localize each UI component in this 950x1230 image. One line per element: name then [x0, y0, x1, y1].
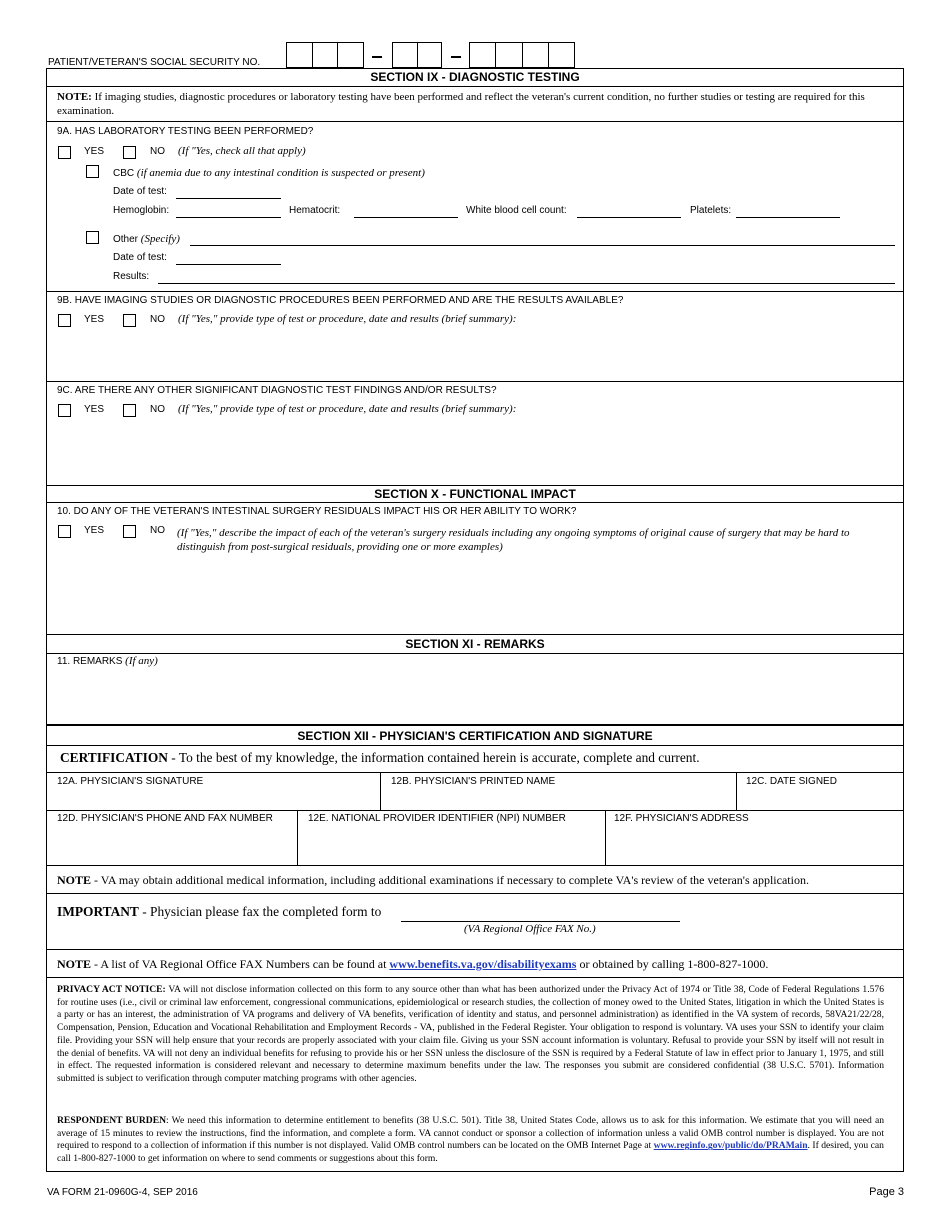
q10-response-area[interactable]	[177, 560, 892, 630]
note-fax-list	[57, 957, 768, 972]
q9b-no-checkbox[interactable]	[123, 314, 136, 327]
q11-label	[57, 655, 158, 667]
cbc-hint: (if anemia due to any intestinal condition is suspected or present)	[136, 167, 425, 179]
q10-label: 10. DO ANY OF THE VETERAN'S INTESTINAL SURGERY RESIDUALS IMPACT HIS OR HER ABILITY TO WORK?	[57, 506, 577, 517]
ssn-label: PATIENT/VETERAN'S SOCIAL SECURITY NO.	[48, 57, 261, 68]
note2-text: - A list of VA Regional Office FAX Numbers can be found at	[91, 957, 390, 971]
physician-name-field[interactable]	[382, 790, 734, 808]
q10-yes-checkbox[interactable]	[58, 525, 71, 538]
reginfo-link[interactable]: www.reginfo.gov/public/do/PRAMain	[653, 1140, 808, 1152]
q9b-label: 9B. HAVE IMAGING STUDIES OR DIAGNOSTIC PROCEDURES BEEN PERFORMED AND ARE THE RESULTS AVAILABLE?	[57, 295, 624, 306]
important-label: IMPORTANT	[57, 904, 139, 919]
physician-signature-field[interactable]	[48, 790, 378, 808]
q9b-no-label: NO	[150, 314, 165, 325]
ssn-dash	[451, 56, 461, 58]
q10-yes-label: YES	[84, 525, 105, 536]
section-9-note	[57, 90, 892, 118]
q9c-response-area[interactable]	[177, 420, 892, 482]
q11-hint: (If any)	[125, 655, 158, 667]
hematocrit-field[interactable]	[354, 217, 458, 218]
important-text: - Physician please fax the completed form to	[138, 904, 382, 919]
q9a-no-checkbox[interactable]	[123, 146, 136, 159]
privacy-bold: PRIVACY ACT NOTICE:	[57, 984, 166, 995]
note-text: If imaging studies, diagnostic procedures or laboratory testing have been performed and reflect the veteran's current condition, no further studies or testing are required for this examination.	[57, 91, 865, 117]
hemoglobin-label: Hemoglobin:	[113, 205, 170, 216]
certification-label: CERTIFICATION	[60, 750, 168, 765]
phone-fax-field[interactable]	[48, 828, 295, 863]
remarks-area[interactable]	[57, 670, 892, 722]
ssn-dash	[372, 56, 382, 58]
physician-address-field[interactable]	[607, 828, 901, 863]
section-11-title: SECTION XI - REMARKS	[405, 637, 545, 651]
privacy-text: VA will not disclose information collected on this form to any source other than what has been authorized under the Privacy Act of 1974 or Title 38, Code of Federal Regulations 1.576 for routine uses (i.e., civil or criminal law enforcement, congressional communications, epidemiological or research studies, the collection of money owed to the United States, litigation in which the United States is a party or has an interest, the administration of VA programs and delivery of VA benefits, verification of identity and status, and personnel administration) as identified in the VA system of records, 58VA21/22/28, Compensation, Pension, Education and Vocational Rehabilitation and Employment Records - VA, published in the Federal Register. Your obligation to respond is voluntary. VA uses your SSN to identify your claim file. Providing your SSN will help ensure that your records are properly associated with your claim file. Giving us your SSN account information is voluntary. Refusal to provide your SSN by itself will not result in the denial of benefits. VA will not deny an individual benefits for refusing to provide his or her SSN unless the disclosure of the SSN is required by a Federal Statute of law in effect prior to January 1, 1975, and still in effect. The requested information is considered relevant and necessary to determine maximum benefits under the law. The responses you submit are considered confidential (38 U.S.C. 5701). Information submitted is subject to verification through computer matching programs with other agencies.	[57, 984, 884, 1084]
q9b-yes-checkbox[interactable]	[58, 314, 71, 327]
other-test-checkbox[interactable]	[86, 231, 99, 244]
field-12c-label: 12C. DATE SIGNED	[746, 776, 837, 787]
q10-no-label: NO	[150, 525, 165, 536]
note2-tail: or obtained by calling 1-800-827-1000.	[576, 957, 769, 971]
ssn-field-group[interactable]	[392, 42, 442, 68]
field-12a-label: 12A. PHYSICIAN'S SIGNATURE	[57, 776, 204, 787]
cbc-label	[113, 167, 425, 179]
field-12e-label: 12E. NATIONAL PROVIDER IDENTIFIER (NPI) NUMBER	[308, 813, 566, 824]
burden-tail: . If desired, you can call 1-800-827-1000 to get information on where to send comments or suggestions about this form.	[57, 1140, 884, 1165]
respondent-burden	[57, 1115, 884, 1166]
q10-hint: (If "Yes," describe the impact of each of the veteran's surgery residuals including any ongoing symptoms of original cause of surgery that may be hard to distinguish from post-surgical residuals, providing one or more examples)	[177, 527, 850, 553]
page-number: Page 3	[869, 1186, 904, 1198]
fax-caption: (VA Regional Office FAX No.)	[464, 923, 596, 935]
q9a-label: 9A. HAS LABORATORY TESTING BEEN PERFORMED?	[57, 126, 314, 137]
other-date-field[interactable]	[176, 264, 281, 265]
important-fax-instruction	[57, 904, 381, 920]
q9c-no-checkbox[interactable]	[123, 404, 136, 417]
certification-text: - To the best of my knowledge, the information contained herein is accurate, complete and current.	[167, 750, 700, 765]
ssn-field-serial[interactable]	[469, 42, 575, 68]
cbc-text: CBC	[113, 168, 135, 179]
note-label: NOTE:	[57, 91, 92, 103]
q9a-yes-label: YES	[84, 146, 105, 157]
cbc-date-field[interactable]	[176, 198, 281, 199]
q9a-yes-checkbox[interactable]	[58, 146, 71, 159]
other-specify-field[interactable]	[190, 245, 895, 246]
note2-bold: NOTE	[57, 957, 92, 971]
q11-text: 11. REMARKS	[57, 656, 123, 667]
q9a-hint: (If "Yes, check all that apply)	[178, 145, 306, 157]
privacy-act-notice	[57, 984, 884, 1086]
hemoglobin-field[interactable]	[176, 217, 281, 218]
wbc-label: White blood cell count:	[466, 205, 567, 216]
q9b-hint: (If "Yes," provide type of test or procedure, date and results (brief summary):	[178, 313, 517, 325]
hematocrit-label: Hematocrit:	[289, 205, 341, 216]
cbc-date-label: Date of test:	[113, 186, 167, 197]
q9c-yes-checkbox[interactable]	[58, 404, 71, 417]
results-field[interactable]	[158, 283, 895, 284]
q9b-response-area[interactable]	[177, 330, 892, 378]
q9a-no-label: NO	[150, 146, 165, 157]
q10-no-checkbox[interactable]	[123, 525, 136, 538]
field-12b-label: 12B. PHYSICIAN'S PRINTED NAME	[391, 776, 556, 787]
certification-statement	[60, 750, 700, 766]
ssn-field-area[interactable]	[286, 42, 364, 68]
section-9-title: SECTION IX - DIAGNOSTIC TESTING	[370, 70, 580, 84]
results-label: Results:	[113, 271, 150, 282]
other-text: Other	[113, 234, 139, 245]
burden-text: : We need this information to determine entitlement to benefits (38 U.S.C. 501). Title 38, United States Code, allows us to ask for this information. We estimate that you will need an average of 15 minutes to review the instructions, find the information, and complete a form. VA cannot conduct or sponsor a collection of information unless a valid OMB control number is displayed. You are not required to respond to a collection of information if this number is not displayed. Valid OMB control numbers can be located on the OMB Internet Page at	[57, 1115, 884, 1152]
platelets-field[interactable]	[736, 217, 840, 218]
form-id: VA FORM 21-0960G-4, SEP 2016	[47, 1187, 198, 1198]
q9b-yes-label: YES	[84, 314, 105, 325]
npi-number-field[interactable]	[299, 828, 603, 863]
field-12f-label: 12F. PHYSICIAN'S ADDRESS	[614, 813, 749, 824]
q9c-yes-label: YES	[84, 404, 105, 415]
section-12-title: SECTION XII - PHYSICIAN'S CERTIFICATION AND SIGNATURE	[297, 729, 653, 743]
wbc-field[interactable]	[577, 217, 681, 218]
q9c-no-label: NO	[150, 404, 165, 415]
burden-bold: RESPONDENT BURDEN	[57, 1115, 167, 1126]
benefits-link[interactable]: www.benefits.va.gov/disabilityexams	[389, 957, 577, 971]
other-specify: (Specify)	[140, 233, 180, 245]
q9c-hint: (If "Yes," provide type of test or procedure, date and results (brief summary):	[178, 403, 517, 415]
note-va-may-obtain	[57, 873, 809, 888]
cbc-checkbox[interactable]	[86, 165, 99, 178]
date-signed-field[interactable]	[738, 790, 901, 808]
note-body: - VA may obtain additional medical information, including additional examinations if necessary to complete VA's review of the veteran's application.	[91, 873, 809, 887]
field-12d-label: 12D. PHYSICIAN'S PHONE AND FAX NUMBER	[57, 813, 273, 824]
fax-number-field[interactable]	[401, 921, 680, 922]
q9c-label: 9C. ARE THERE ANY OTHER SIGNIFICANT DIAGNOSTIC TEST FINDINGS AND/OR RESULTS?	[57, 385, 497, 396]
platelets-label: Platelets:	[690, 205, 732, 216]
other-label	[113, 233, 180, 245]
other-date-label: Date of test:	[113, 252, 167, 263]
section-10-title: SECTION X - FUNCTIONAL IMPACT	[374, 487, 576, 501]
note-bold: NOTE	[57, 873, 92, 887]
